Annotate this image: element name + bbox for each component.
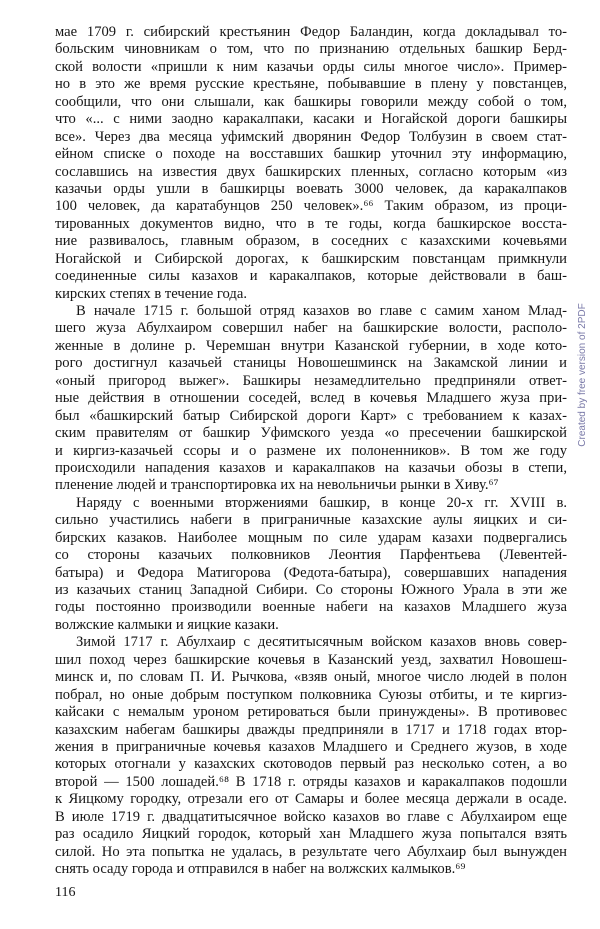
text-line: что «... с ними заодно каракалпаки, касаки и Ногайской дороги башкиры [55, 111, 567, 128]
text-line: сильно участились набеги в приграничные казахские аулы яицких и си- [55, 512, 567, 529]
text-line: минск и, по словам П. И. Рычкова, «взяв оный, многое число людей в полон [55, 669, 567, 686]
text-line: побрал, но оные добрым поступком полковника Суюзы отбиты, и те киргиз- [55, 686, 567, 703]
text-line: казахским набегам башкиры дважды предприняли в 1717 и 1718 годах втор- [55, 721, 567, 738]
text-line: происходили нападения казахов и каракалпаков на казачьи обозы в степи, [55, 459, 567, 476]
text-line: волжские калмыки и яицкие казаки. [55, 616, 279, 633]
text-line: рого достигнул казачьей станицы Новошешминск на Закамской линии и [55, 355, 567, 372]
text-line: силой. Но эта попытка не удалась, в результате чего Абулхаир был вынужден [55, 843, 567, 860]
text-line: из казачьих станиц Западной Сибири. Со стороны Южного Урала в эти же [55, 582, 567, 598]
text-line: батыра) и Федора Матигорова (Федота-батыра), совершавших нападения [55, 564, 567, 581]
text-line: Ногайской и Сибирской дорогах, к башкирским повстанцам примкнули [55, 250, 567, 267]
text-line: «оный пригород выжег». Башкиры незамедлительно предприняли ответ- [55, 372, 567, 389]
text-line: казачьи орды ушли в башкирцы воевать 3000 человек, да каракалпаков [55, 180, 567, 197]
text-line: но в это же время русские крестьяне, побывавшие в плену у повстанцев, [55, 76, 567, 93]
text-line: жения в приграничные кочевья казахов Младшего и Среднего жузов, в ходе [55, 738, 567, 755]
text-line: 100 человек, да каратабунцов 250 человек».⁶⁶ Таким образом, из проци- [55, 198, 567, 215]
text-line: все». Через два месяца уфимский дворянин Федор Толбузин в своем стат- [55, 128, 567, 145]
text-line: больским чиновникам о том, что по признанию отдельных башкир Берд- [55, 41, 567, 58]
text-line: тированных документов видно, что в те годы, когда башкирское восста- [55, 215, 567, 232]
text-line: к Яицкому городку, отрезали его от Самары и более месяца держали в осаде. [55, 791, 567, 808]
text-line: сославшись на известия двух башкирских пленных, согласно которым «из [55, 163, 567, 180]
text-line: был «башкирский батыр Сибирской дороги Карт» с требованием к казах- [55, 407, 567, 424]
text-line: женные в долине р. Черемшан внутри Казанской губернии, в ходе кото- [55, 337, 567, 354]
text-line: соединенные силы казахов и каракалпаков, которые действовали в баш- [55, 268, 567, 285]
text-line: раз осадило Яицкий городок, который хан Младшего жуза попытался взять [55, 826, 567, 843]
text-line: пленение людей и транспортировка их на невольничьи рынки в Хиву.⁶⁷ [55, 477, 499, 494]
text-line: В начале 1715 г. большой отряд казахов во главе с самим ханом Млад- [76, 303, 567, 319]
watermark-text: Created by free version of 2PDF [577, 303, 588, 447]
text-line: шего жуза Абулхаиром совершил набег на башкирские волости, располо- [55, 320, 567, 337]
page-number: 116 [55, 885, 76, 900]
text-line: шил поход через башкирские кочевья в Казанский уезд, захватил Новошеш- [55, 651, 567, 668]
text-line: второй — 1500 лошадей.⁶⁸ В 1718 г. отряды казахов и каракалпаков подошли [55, 773, 567, 790]
text-line: кирских степях в течение года. [55, 285, 247, 302]
text-line: ским правителям от башкир Уфимского уезда «о пресечении башкирской [55, 425, 567, 442]
text-line: кайсаки с немалым уроном ретироваться были принуждены». В противовес [55, 704, 567, 721]
body-text [55, 24, 567, 878]
text-line: которых отогнали у казахских скотоводов первый раз несколько сотен, а во [55, 756, 567, 773]
text-line: ние развивалось, главным образом, в соседних с казахскими кочевьями [55, 233, 567, 250]
text-line: годы постоянно производили военные набеги на казахов Младшего жуза [55, 599, 567, 616]
text-line: ской волости «пришли к ним казачьи орды силы многое число». Пример- [55, 58, 567, 75]
text-line: ные действия в отношении соседей, вслед в кочевья Младшего жуза при- [55, 390, 567, 407]
text-line: В июле 1719 г. двадцатитысячное войско казахов во главе с Абулхаиром еще [55, 808, 567, 825]
text-line: мае 1709 г. сибирский крестьянин Федор Баландин, когда докладывал то- [55, 24, 567, 40]
text-line: Наряду с военными вторжениями башкир, в конце 20-х гг. XVIII в. [76, 494, 567, 511]
text-line: снять осаду города и отправился в набег на волжских калмыков.⁶⁹ [55, 861, 466, 877]
text-line: и киргиз-казачьей ссоры и о размене их полоненников». В том же году [55, 442, 567, 459]
text-line: со стороны казачьих полковников Леонтия Парфентьева (Левентей- [55, 547, 567, 564]
text-line: ейном списке о походе на восставших башкир уточнил эту информацию, [55, 146, 567, 163]
text-line: бирских казаков. Наиболее мощным по силе ударам казахи подвергались [55, 529, 567, 546]
text-line: Зимой 1717 г. Абулхаир с десятитысячным войском казахов вновь совер- [76, 634, 567, 651]
text-line: сообщили, что они слышали, как башкиры говорили между собой о том, [55, 93, 567, 110]
